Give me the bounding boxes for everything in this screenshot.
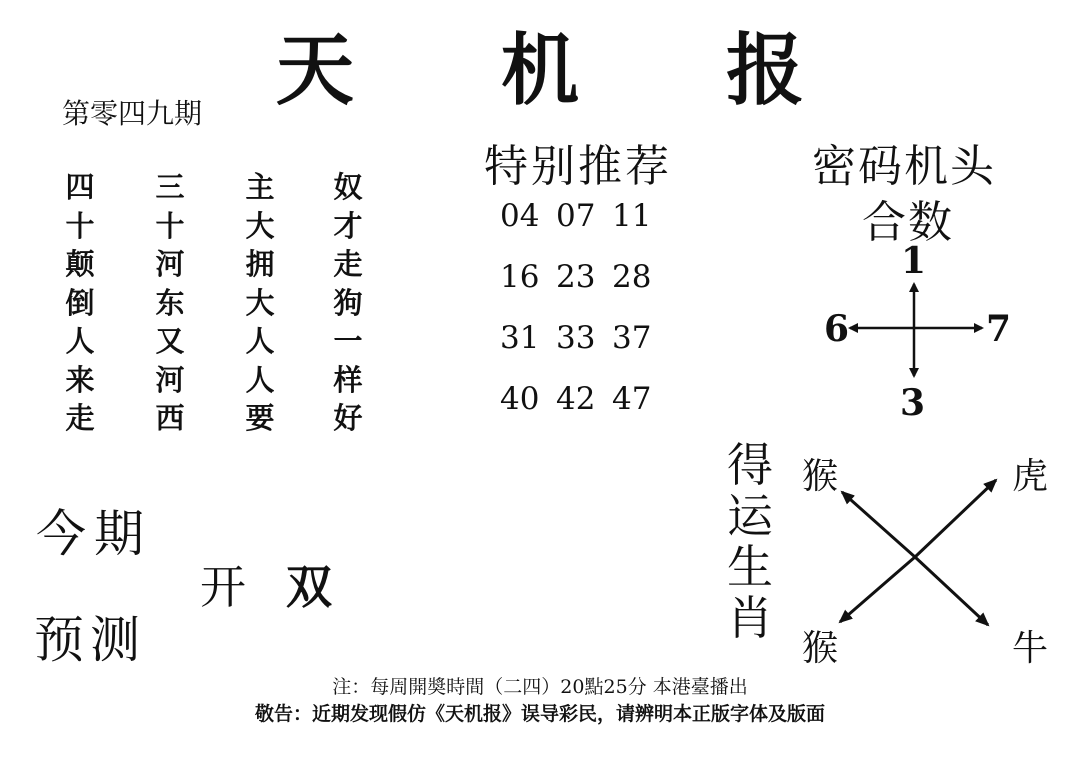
- poem-char: 四: [65, 170, 95, 204]
- number-cell: 31: [500, 320, 540, 356]
- poem-char: 奴: [333, 170, 363, 204]
- number-cell: 28: [612, 259, 652, 295]
- lucky-title-char: 运: [727, 489, 773, 543]
- poem-char: 样: [333, 362, 363, 397]
- poem-char: 主: [245, 170, 275, 204]
- arrow-top-left: [842, 492, 915, 557]
- number-row: [500, 381, 680, 442]
- zodiac-bottom-left: 猴: [802, 628, 839, 669]
- number-cell: 33: [556, 320, 596, 356]
- number-cell: 40: [500, 381, 540, 417]
- poem-char: 才: [333, 208, 363, 243]
- lucky-title-char: 生: [727, 540, 773, 594]
- poem-char: 狗: [333, 285, 363, 320]
- poem-column: [148, 168, 192, 438]
- poem-char: 西: [155, 401, 185, 435]
- cipher-title: 密码机头: [812, 141, 996, 192]
- lucky-zodiac-title: [722, 440, 778, 644]
- prediction-line-2: 预测: [34, 611, 146, 669]
- poem-char: 十: [155, 208, 185, 243]
- special-title: 特别推荐: [484, 141, 672, 192]
- number-cell: 16: [500, 259, 540, 295]
- number-row: [500, 259, 680, 320]
- cipher-subtitle: 合数: [862, 197, 954, 248]
- poem-char: 拥: [245, 247, 275, 281]
- zodiac-cross-arrows: [830, 470, 1010, 640]
- broadcast-note: 注：每周開奬時間（二四）20點25分 本港臺播出: [332, 676, 748, 698]
- poem-char: 十: [65, 208, 95, 243]
- poem-column: [326, 168, 370, 438]
- poem-char: 好: [333, 401, 363, 435]
- prediction-line-1: 今期: [36, 505, 152, 563]
- arrow-top-right: [915, 480, 996, 557]
- cipher-right-number: 7: [986, 308, 1012, 350]
- prediction-open-label: 开: [200, 560, 246, 614]
- number-cell: 23: [556, 259, 596, 295]
- poem-char: 一: [333, 324, 363, 358]
- poem-char: 大: [245, 285, 275, 320]
- zodiac-top-left: 猴: [802, 456, 839, 497]
- number-cell: 04: [500, 198, 540, 234]
- poem-char: 倒: [65, 285, 95, 320]
- special-number-grid: [500, 198, 680, 442]
- poem-char: 人: [245, 324, 275, 358]
- poem-char: 东: [155, 285, 185, 320]
- poem-char: 河: [155, 362, 185, 397]
- poem-char: 走: [333, 247, 363, 281]
- number-cell: 47: [612, 381, 652, 417]
- poem-char: 人: [65, 324, 95, 358]
- poem-char: 大: [245, 208, 275, 243]
- poem-char: 人: [245, 362, 275, 397]
- poem-char: 来: [65, 362, 95, 397]
- poem-char: 又: [155, 324, 185, 358]
- lucky-title-char: 肖: [727, 591, 773, 645]
- poem-char: 河: [155, 247, 185, 281]
- cipher-bottom-number: 3: [900, 382, 926, 424]
- poem-char: 走: [65, 401, 95, 435]
- arrow-bottom-right: [915, 557, 988, 625]
- poem-char: 三: [155, 170, 185, 204]
- number-cell: 11: [612, 198, 652, 234]
- number-cell: 37: [612, 320, 652, 356]
- poem-column: [238, 168, 282, 438]
- number-cell: 07: [556, 198, 596, 234]
- counterfeit-warning: 敬告：近期发现假仿《天机报》误导彩民，请辨明本正版字体及版面: [254, 703, 825, 725]
- number-cell: 42: [556, 381, 596, 417]
- issue-number: 第零四九期: [62, 97, 203, 130]
- number-row: [500, 198, 680, 259]
- poem-column: [58, 168, 102, 438]
- zodiac-bottom-right: 牛: [1012, 628, 1049, 669]
- lucky-title-char: 得: [727, 438, 773, 492]
- page-title: 天 机 报: [275, 25, 865, 116]
- prediction-value: 双: [286, 560, 332, 614]
- poem-char: 要: [245, 401, 275, 435]
- arrow-bottom-left: [840, 557, 915, 622]
- cipher-top-number: 1: [901, 240, 927, 282]
- cipher-left-number: 6: [824, 308, 850, 350]
- zodiac-top-right: 虎: [1012, 456, 1049, 497]
- number-row: [500, 320, 680, 381]
- poem-char: 颠: [65, 247, 95, 281]
